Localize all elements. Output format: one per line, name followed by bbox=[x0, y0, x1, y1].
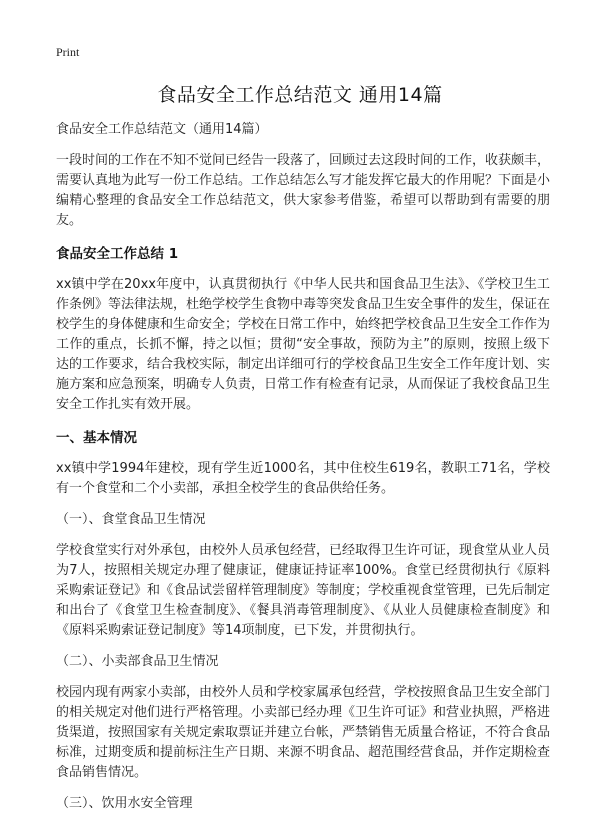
canteen-paragraph: 学校食堂实行对外承包，由校外人员承包经营，已经取得卫生许可证，现食堂从业人员为7人，按照相关规定办理了健康证，健康证持证率100%。食堂已经贯彻执行《原料采购索证登记》和《食品试尝留样管理制度》等制度；学校重视食堂管理，已先后制定和出台了《食堂卫生检查制度》、《餐具消毒管理制度》、《从业人员健康检查制度》和《原料采购索证登记制度》等14项制度，已下发，并贯彻执行。 bbox=[56, 543, 551, 638]
intro-paragraph: 一段时间的工作在不知不觉间已经告一段落了，回顾过去这段时间的工作，收获颇丰，需要认真地为此写一份工作总结。工作总结怎么写才能发挥它最大的作用呢？下面是小编精心整理的食品安全工作总结范文，供大家参考借鉴，希望可以帮助到有需要的朋友。 bbox=[56, 153, 551, 228]
article-subtitle: 食品安全工作总结范文（通用14篇） bbox=[56, 122, 268, 137]
canteen-heading: （一）、食堂食品卫生情况 bbox=[56, 512, 206, 527]
basic-info-heading: 一、基本情况 bbox=[56, 430, 137, 446]
section1-paragraph: xx镇中学在20xx年度中，认真贯彻执行《中华人民共和国食品卫生法》、《学校卫生工作条例》等法律法规，杜绝学校学生食物中毒等突发食品卫生安全事件的发生，保证在校学生的身体健康和生命安全；学校在日常工作中，始终把学校食品卫生安全工作作为工作的重点，长抓不懈，持之以恒；贯彻“安全事故，预防为主”的原则，按照上级下达的工作要求，结合我校实际，制定出详细可行的学校食品卫生安全工作年度计划、实施方案和应急预案，明确专人负责，日常工作有检查有记录，从而保证了我校食品卫生安全工作扎实有效开展。 bbox=[56, 277, 551, 412]
print-link[interactable]: Print bbox=[56, 45, 80, 59]
article-body bbox=[56, 121, 550, 825]
page-title: 食品安全工作总结范文 通用14篇 bbox=[157, 84, 443, 106]
water-heading: （三）、饮用水安全管理 bbox=[56, 796, 193, 811]
section-heading-1: 食品安全工作总结 1 bbox=[56, 246, 179, 262]
basic-info-paragraph: xx镇中学1994年建校，现有学生近1000名，其中住校生619名，教职工71名，学校有一个食堂和二个小卖部，承担全校学生的食品供给任务。 bbox=[56, 461, 550, 496]
shop-heading: （二）、小卖部食品卫生情况 bbox=[56, 654, 219, 669]
shop-paragraph: 校园内现有两家小卖部，由校外人员和学校家属承包经营，学校按照食品卫生安全部门的相关规定对他们进行严格管理。小卖部已经办理《卫生许可证》和营业执照，严格进货渠道，按照国家有关规定索取票证并建立台帐，严禁销售无质量合格证，不符合食品标准，过期变质和提前标注生产日期、来源不明食品、超范围经营食品，并作定期检查食品销售情况。 bbox=[56, 685, 551, 780]
